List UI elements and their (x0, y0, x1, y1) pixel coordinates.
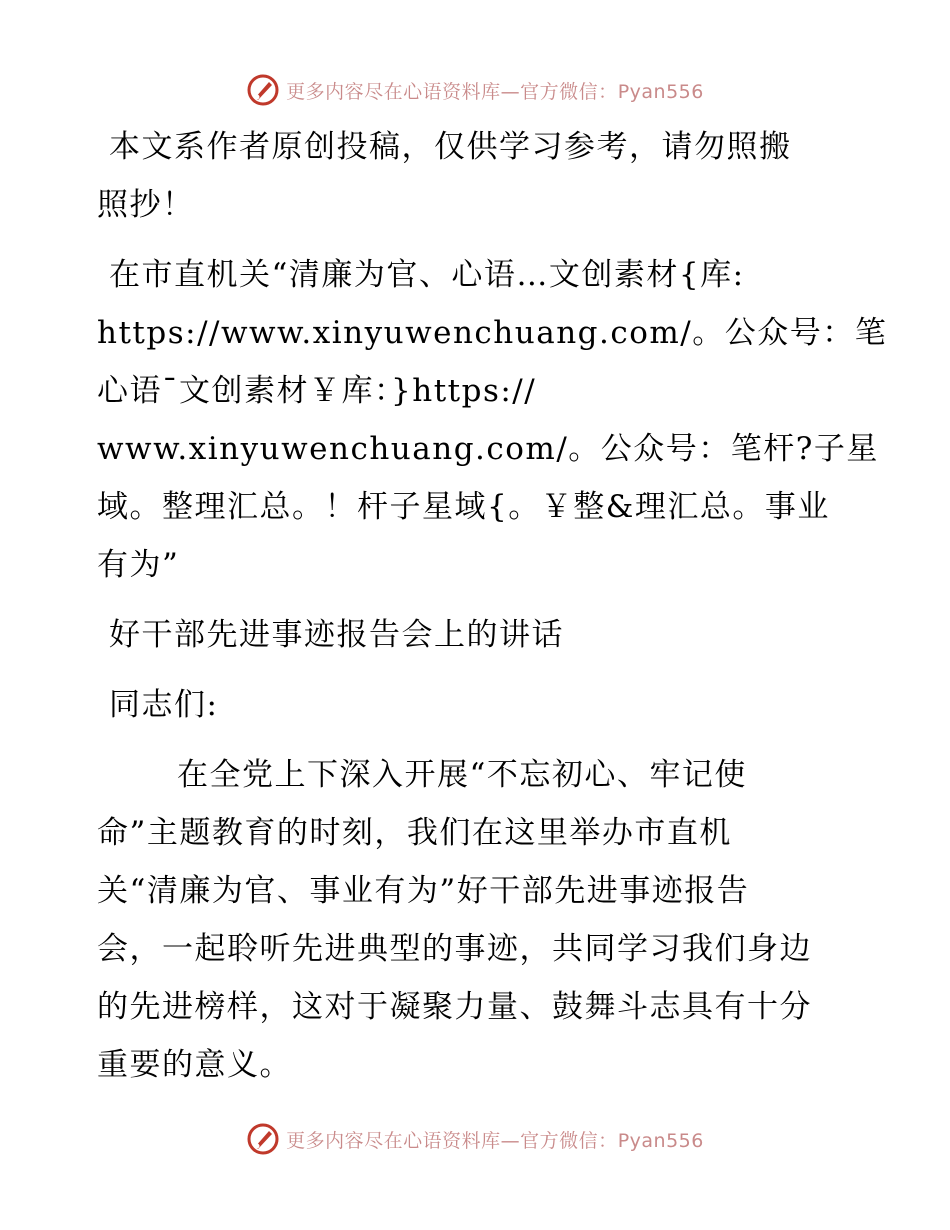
notice-line: 照抄！ (97, 187, 195, 223)
watermark-label: 官方微信： (520, 1129, 618, 1152)
document-body (97, 118, 888, 1094)
watermark-site: 更多内容尽在心语资料库 (286, 1129, 501, 1152)
source-paragraph (97, 246, 888, 594)
footer-watermark (0, 1119, 950, 1159)
notice-line: 本文系作者原创投稿，仅供学习参考，请勿照搬 (109, 129, 792, 165)
body-line: 重要的意义。 (97, 1047, 292, 1083)
source-line: 心语¯文创素材￥库：}https:// (97, 373, 537, 409)
watermark-site: 更多内容尽在心语资料库 (286, 80, 501, 103)
watermark-separator: — (500, 1129, 521, 1152)
document-title: 好干部先进事迹报告会上的讲话 (109, 617, 564, 653)
header-watermark (0, 70, 950, 110)
source-line: www.xinyuwenchuang.com/。公众号：笔杆?子星 (97, 431, 879, 467)
watermark-account: Pyan556 (617, 80, 704, 103)
body-line: 的先进榜样，这对于凝聚力量、鼓舞斗志具有十分 (97, 989, 812, 1025)
source-line: 域。整理汇总。！杆子星域{。￥整&理汇总。事业 (97, 489, 830, 525)
body-line: 命”主题教育的时刻，我们在这里举办市直机 (97, 815, 732, 851)
source-line: 在市直机关“清廉为官、心语…文创素材{库: (109, 257, 745, 293)
source-line: 有为” (97, 547, 180, 583)
watermark-text (286, 1126, 704, 1153)
pen-circle-logo-icon (246, 1122, 280, 1156)
pen-circle-logo-icon (246, 73, 280, 107)
source-line: https://www.xinyuwenchuang.com/。公众号：笔 (97, 315, 888, 351)
watermark-text (286, 77, 704, 104)
watermark-separator: — (500, 80, 521, 103)
greeting: 同志们: (109, 687, 219, 723)
body-paragraph (97, 746, 857, 1094)
notice-paragraph (97, 118, 857, 234)
watermark-label: 官方微信： (520, 80, 618, 103)
body-line: 在全党上下深入开展“不忘初心、牢记使 (177, 757, 747, 793)
watermark-account: Pyan556 (617, 1129, 704, 1152)
body-line: 关“清廉为官、事业有为”好干部先进事迹报告 (97, 873, 750, 909)
body-line: 会，一起聆听先进典型的事迹，共同学习我们身边 (97, 931, 812, 967)
